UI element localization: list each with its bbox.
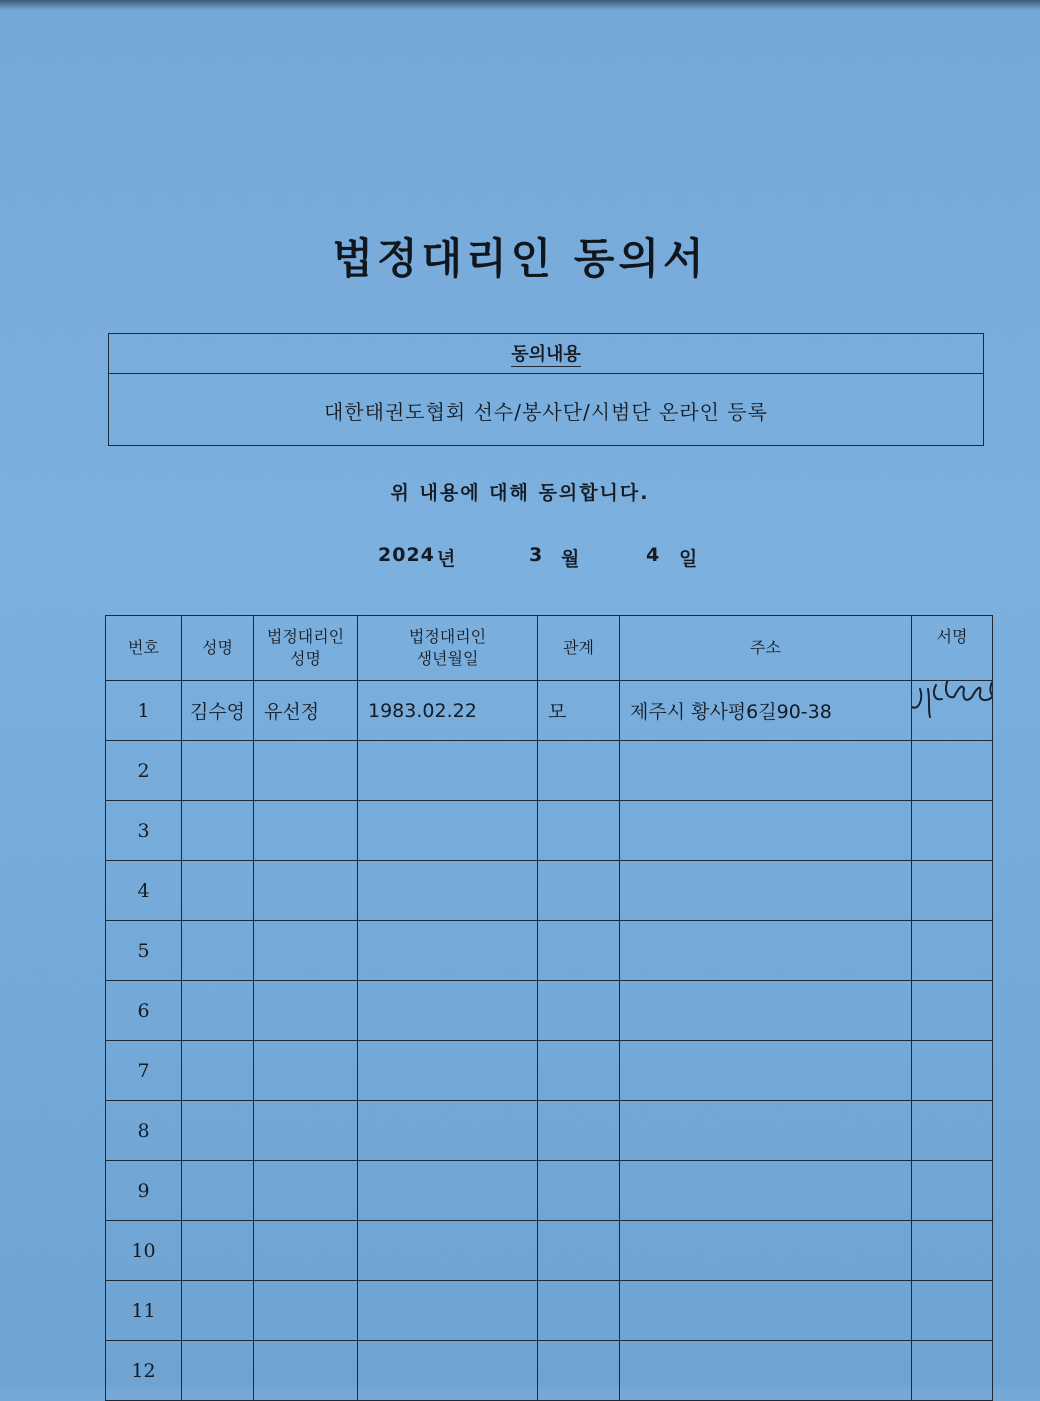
guardian-birthdate-cell <box>358 741 538 801</box>
header-number: 번호 <box>106 616 182 681</box>
relation-cell <box>538 1101 620 1161</box>
relation-cell <box>538 1221 620 1281</box>
consent-body: 대한태권도협회 선수/봉사단/시범단 온라인 등록 <box>324 400 768 424</box>
document-title: 법정대리인 동의서 <box>332 234 708 283</box>
relation-cell <box>538 801 620 861</box>
student-name-cell <box>182 1281 254 1341</box>
header-guardian-birth-line1: 법정대리인 <box>408 627 487 646</box>
header-guardian-name-line2: 성명 <box>290 649 321 668</box>
signature-cell <box>912 861 993 921</box>
guardian-name-cell: 유선정 <box>254 681 358 741</box>
header-address: 주소 <box>620 616 912 681</box>
table-row <box>106 921 993 981</box>
row-number-cell: 6 <box>106 981 182 1041</box>
table-row <box>106 981 993 1041</box>
row-number-cell: 12 <box>106 1341 182 1401</box>
header-name: 성명 <box>182 616 254 681</box>
guardian-name-cell <box>254 1161 358 1221</box>
signature-cell <box>912 921 993 981</box>
guardian-birthdate-cell <box>358 1281 538 1341</box>
student-name-cell <box>182 921 254 981</box>
signature-cell <box>912 981 993 1041</box>
row-number-cell: 5 <box>106 921 182 981</box>
student-name-cell <box>182 981 254 1041</box>
table-row <box>106 801 993 861</box>
signature-cell <box>912 1101 993 1161</box>
address-cell <box>620 1281 912 1341</box>
relation-cell <box>538 1341 620 1401</box>
table-row <box>106 1101 993 1161</box>
signature-cell <box>912 1041 993 1101</box>
signature-cell <box>912 741 993 801</box>
guardian-name-cell <box>254 861 358 921</box>
address-cell <box>620 801 912 861</box>
address-cell <box>620 981 912 1041</box>
date-year-unit: 년 <box>437 548 457 570</box>
student-name-cell <box>182 1221 254 1281</box>
photo-edge-shadow <box>0 0 1040 10</box>
table-row <box>106 1041 993 1101</box>
table-row <box>106 681 993 741</box>
handwritten-signature <box>912 681 993 740</box>
guardian-name-cell <box>254 1041 358 1101</box>
guardian-birthdate-cell <box>358 801 538 861</box>
table-row <box>106 1341 993 1401</box>
signature-cell <box>912 1161 993 1221</box>
header-relation: 관계 <box>538 616 620 681</box>
table-row <box>106 1281 993 1341</box>
student-name-cell <box>182 801 254 861</box>
row-number-cell: 11 <box>106 1281 182 1341</box>
guardian-birthdate-cell <box>358 1221 538 1281</box>
relation-cell <box>538 1161 620 1221</box>
guardian-birthdate-cell <box>358 981 538 1041</box>
relation-cell <box>538 741 620 801</box>
guardian-name-cell <box>254 1341 358 1401</box>
guardian-birthdate-cell <box>358 1041 538 1101</box>
address-cell <box>620 1161 912 1221</box>
guardian-name-cell <box>254 801 358 861</box>
student-name-cell <box>182 741 254 801</box>
table-row <box>106 1161 993 1221</box>
address-cell <box>620 1221 912 1281</box>
header-guardian-birth-line2: 생년월일 <box>416 649 479 668</box>
address-cell <box>620 1041 912 1101</box>
student-name-cell <box>182 1101 254 1161</box>
signature-cell <box>912 1281 993 1341</box>
address-cell <box>620 921 912 981</box>
guardian-birthdate-cell <box>358 1101 538 1161</box>
guardian-name-cell <box>254 921 358 981</box>
table-body <box>106 681 993 1401</box>
signature-cell <box>912 801 993 861</box>
guardian-birthdate-cell: 1983.02.22 <box>358 681 538 741</box>
header-guardian-name-line1: 법정대리인 <box>266 627 345 646</box>
guardian-birthdate-cell <box>358 1161 538 1221</box>
student-name-cell <box>182 1341 254 1401</box>
date-month: 3 <box>529 544 544 566</box>
row-number-cell: 7 <box>106 1041 182 1101</box>
signature-stroke <box>912 681 993 718</box>
table-row <box>106 861 993 921</box>
address-cell <box>620 1101 912 1161</box>
row-number-cell: 8 <box>106 1101 182 1161</box>
date-day: 4 <box>646 544 661 566</box>
guardian-birthdate-cell <box>358 861 538 921</box>
consent-box <box>108 333 984 446</box>
date-year: 2024 <box>378 544 435 566</box>
row-number-cell: 10 <box>106 1221 182 1281</box>
date-day-unit: 일 <box>679 548 699 570</box>
guardian-birthdate-cell <box>358 921 538 981</box>
guardian-table <box>105 615 993 1401</box>
address-cell <box>620 1341 912 1401</box>
header-guardian-birth <box>358 616 538 681</box>
signature-cell <box>912 1341 993 1401</box>
header-signature: 서명 <box>912 616 993 681</box>
relation-cell <box>538 1281 620 1341</box>
student-name-cell: 김수영 <box>182 681 254 741</box>
relation-cell <box>538 981 620 1041</box>
guardian-name-cell <box>254 981 358 1041</box>
student-name-cell <box>182 861 254 921</box>
guardian-name-cell <box>254 741 358 801</box>
header-guardian-name <box>254 616 358 681</box>
row-number-cell: 1 <box>106 681 182 741</box>
relation-cell <box>538 921 620 981</box>
consent-header <box>109 334 983 374</box>
consent-header-label: 동의내용 <box>511 340 581 367</box>
date-month-unit: 월 <box>561 548 581 570</box>
table-row <box>106 1221 993 1281</box>
address-cell: 제주시 황사평6길90-38 <box>620 681 912 741</box>
row-number-cell: 9 <box>106 1161 182 1221</box>
relation-cell <box>538 1041 620 1101</box>
guardian-name-cell <box>254 1281 358 1341</box>
relation-cell: 모 <box>538 681 620 741</box>
table-row <box>106 741 993 801</box>
guardian-name-cell <box>254 1101 358 1161</box>
guardian-birthdate-cell <box>358 1341 538 1401</box>
row-number-cell: 4 <box>106 861 182 921</box>
address-cell <box>620 741 912 801</box>
student-name-cell <box>182 1041 254 1101</box>
guardian-name-cell <box>254 1221 358 1281</box>
row-number-cell: 3 <box>106 801 182 861</box>
relation-cell <box>538 861 620 921</box>
agreement-statement: 위 내용에 대해 동의합니다. <box>390 482 650 504</box>
student-name-cell <box>182 1161 254 1221</box>
address-cell <box>620 861 912 921</box>
signature-cell <box>912 1221 993 1281</box>
table-header-row <box>106 616 993 681</box>
row-number-cell: 2 <box>106 741 182 801</box>
signature-cell <box>912 681 993 741</box>
